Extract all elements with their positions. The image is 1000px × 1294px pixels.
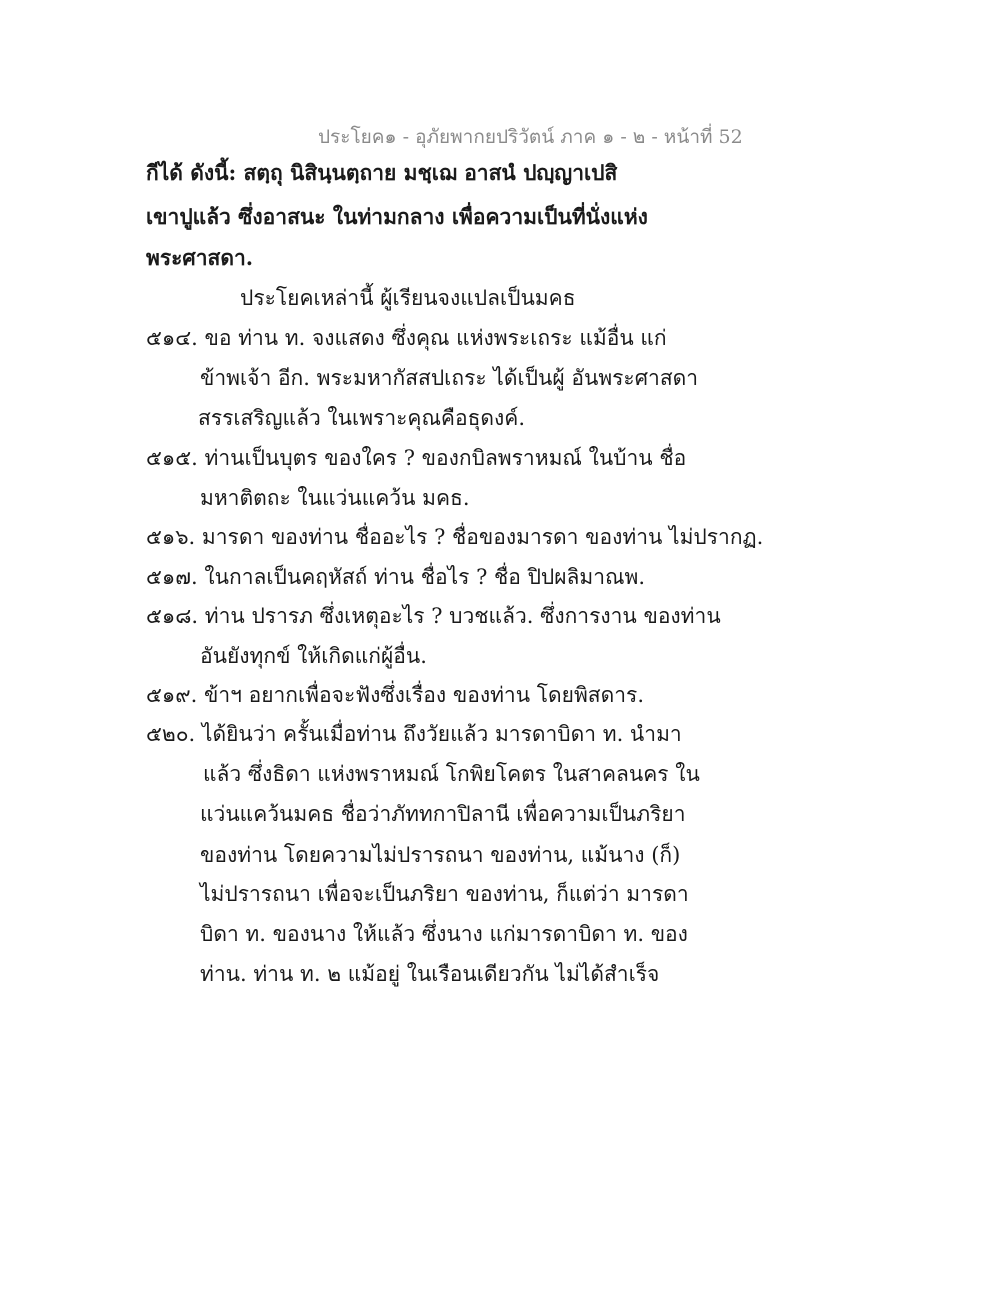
- exercise-text: ขอ ท่าน ท. จงแสดง ซึ่งคุณ แห่งพระเถระ แม้อื่น แก่: [204, 326, 667, 350]
- exercise-text: มารดา ของท่าน ชื่ออะไร ? ชื่อของมารดา ของท่าน ไม่ปรากฏ.: [201, 525, 764, 549]
- exercise-520-line-6: บิดา ท. ของนาง ให้แล้ว ซึ่งนาง แก่มารดาบิดา ท. ของ: [200, 922, 688, 946]
- exercise-text: ท่าน ปรารภ ซึ่งเหตุอะไร ? บวชแล้ว. ซึ่งการงาน ของท่าน: [204, 604, 721, 628]
- exercise-number: ๕๑๘.: [146, 604, 199, 628]
- exercise-520-line-5: ไม่ปรารถนา เพื่อจะเป็นภริยา ของท่าน, ก็แต่ว่า มารดา: [200, 882, 689, 906]
- exercise-520-line-4: ของท่าน โดยความไม่ปรารถนา ของท่าน, แม้นาง (ก็): [200, 843, 681, 867]
- page-header: ประโยค๑ - อุภัยพากยปริวัตน์ ภาค ๑ - ๒ - หน้าที่ 52: [318, 126, 743, 148]
- exercise-516: [146, 523, 763, 551]
- exercise-518: [146, 602, 721, 630]
- exercise-number: ๕๑๔.: [146, 326, 198, 350]
- exercise-515: [146, 444, 686, 472]
- exercise-number: ๕๒๐.: [146, 722, 196, 746]
- exercise-517: [146, 563, 645, 591]
- exercise-number: ๕๑๕.: [146, 446, 198, 470]
- intro-line-3: พระศาสดา.: [146, 245, 254, 270]
- exercise-514-line-3: สรรเสริญแล้ว ในเพราะคุณคือธุดงค์.: [198, 406, 526, 430]
- exercise-520-line-7: ท่าน. ท่าน ท. ๒ แม้อยู่ ในเรือนเดียวกัน ไม่ได้สำเร็จ: [200, 962, 660, 986]
- exercise-519: [146, 681, 644, 709]
- exercise-515-line-2: มหาติตถะ ในแว่นแคว้น มคธ.: [200, 486, 470, 510]
- exercise-520-line-3: แว่นแคว้นมคธ ชื่อว่าภัททกาปิลานี เพื่อความเป็นภริยา: [200, 802, 686, 826]
- exercise-text: ข้าฯ อยากเพื่อจะฟังซึ่งเรื่อง ของท่าน โดยพิสดาร.: [203, 683, 645, 707]
- exercise-518-line-2: อันยังทุกข์ ให้เกิดแก่ผู้อื่น.: [200, 644, 427, 668]
- instruction-text: ประโยคเหล่านี้ ผู้เรียนจงแปลเป็นมคธ: [240, 286, 576, 310]
- exercise-text: ได้ยินว่า ครั้นเมื่อท่าน ถึงวัยแล้ว มารดาบิดา ท. นำมา: [201, 722, 682, 746]
- exercise-text: ท่านเป็นบุตร ของใคร ? ของกบิลพราหมณ์ ในบ้าน ชื่อ: [204, 446, 687, 470]
- exercise-number: ๕๑๗.: [146, 565, 198, 589]
- exercise-520: [146, 720, 682, 748]
- exercise-514-line-2: ข้าพเจ้า อีก. พระมหากัสสปเถระ ได้เป็นผู้ อันพระศาสดา: [200, 366, 699, 390]
- exercise-text: ในกาลเป็นคฤหัสถ์ ท่าน ชื่อไร ? ชื่อ ปิปผลิมาณพ.: [204, 565, 646, 589]
- exercise-520-line-2: แล้ว ซึ่งธิดา แห่งพราหมณ์ โกพิยโคตร ในสาคลนคร ใน: [203, 762, 700, 786]
- exercise-514: [146, 324, 667, 352]
- intro-line-1: กีได้ ดังนี้: สตฺถุ นิสินฺนตฺถาย มชฺเฌ อาสนํ ปญฺญาเปสิ: [146, 160, 618, 185]
- exercise-number: ๕๑๙.: [146, 683, 198, 707]
- intro-line-2: เขาปูแล้ว ซึ่งอาสนะ ในท่ามกลาง เพื่อความเป็นที่นั่งแห่ง: [146, 204, 648, 229]
- exercise-number: ๕๑๖.: [146, 525, 196, 549]
